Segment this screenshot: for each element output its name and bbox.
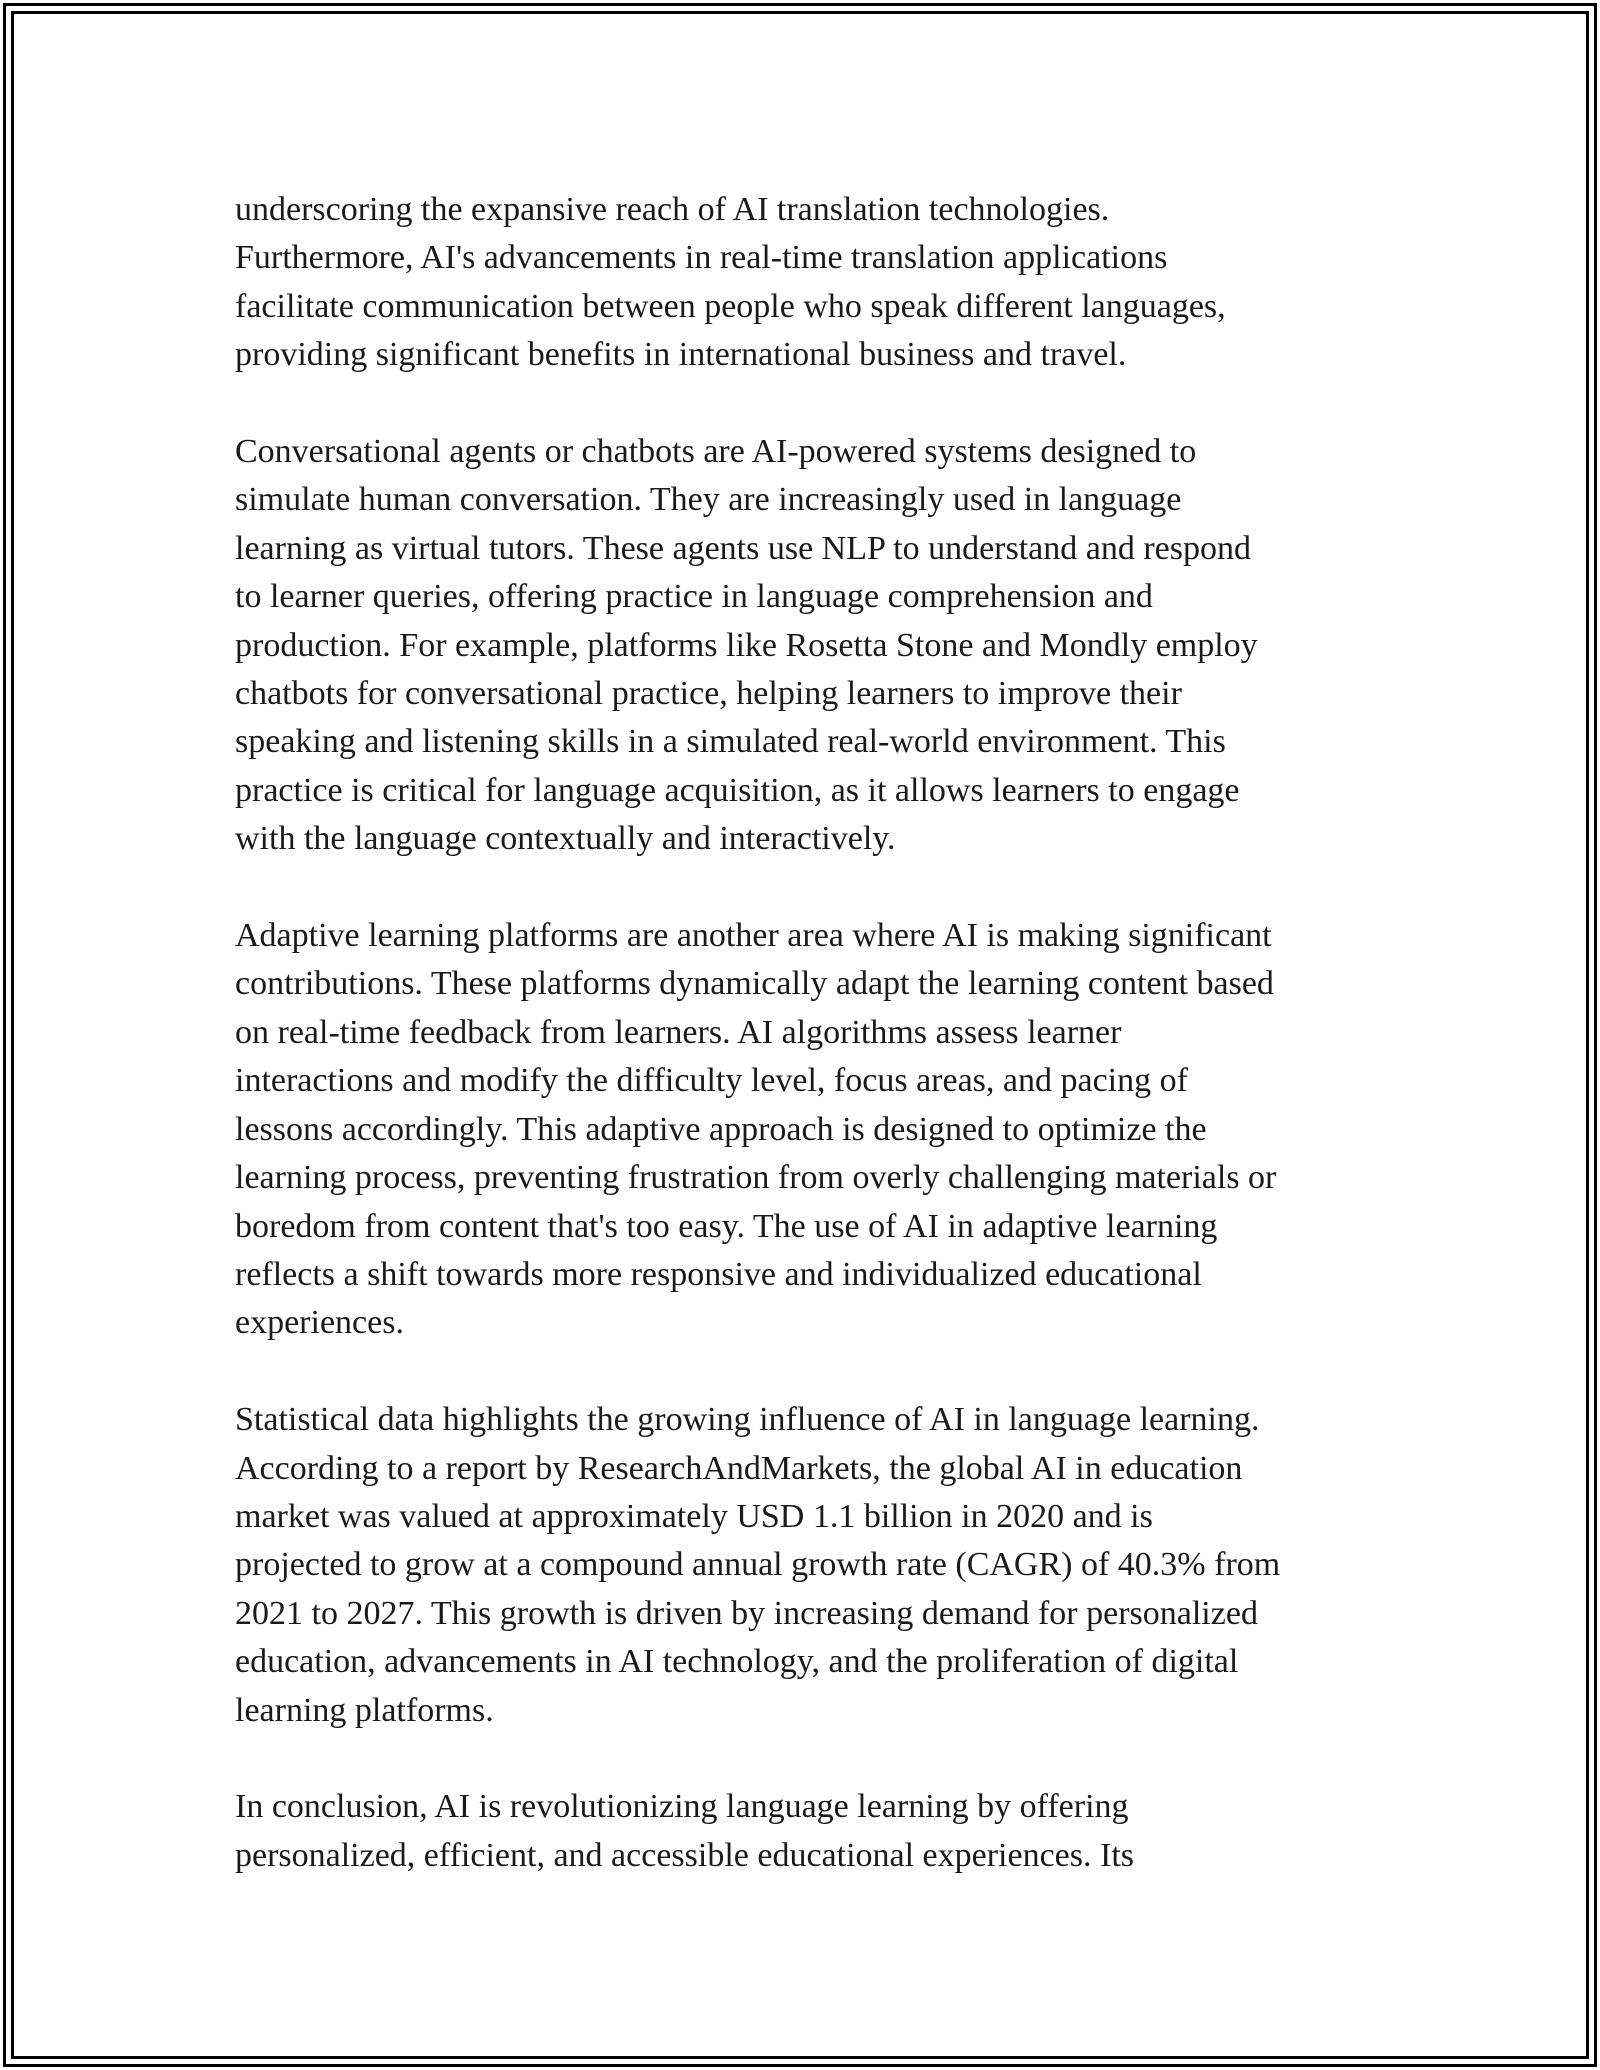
paragraph-adaptive-learning [235, 912, 1375, 1348]
text-line: chatbots for conversational practice, helping learners to improve their [235, 675, 1182, 713]
text-line: learning platforms. [235, 1691, 494, 1729]
text-line: on real-time feedback from learners. AI algorithms assess learner [235, 1013, 1122, 1051]
document-body [235, 186, 1375, 1880]
text-line: Conversational agents or chatbots are AI-powered systems designed to [235, 433, 1197, 471]
text-line: learning as virtual tutors. These agents use NLP to understand and respond [235, 529, 1251, 567]
text-line: providing significant benefits in international business and travel. [235, 336, 1127, 374]
paragraph-conclusion [235, 1783, 1375, 1880]
text-line: According to a report by ResearchAndMarkets, the global AI in education [235, 1449, 1243, 1487]
text-line: Statistical data highlights the growing influence of AI in language learning. [235, 1401, 1260, 1439]
text-line: speaking and listening skills in a simulated real-world environment. This [235, 723, 1226, 761]
text-line: experiences. [235, 1304, 404, 1342]
text-line: practice is critical for language acquisition, as it allows learners to engage [235, 771, 1240, 809]
text-line: production. For example, platforms like Rosetta Stone and Mondly employ [235, 626, 1258, 664]
text-line: Adaptive learning platforms are another area where AI is making significant [235, 917, 1272, 955]
text-line: underscoring the expansive reach of AI translation technologies. [235, 191, 1110, 228]
text-line: market was valued at approximately USD 1.1 billion in 2020 and is [235, 1497, 1153, 1535]
text-line: 2021 to 2027. This growth is driven by increasing demand for personalized [235, 1594, 1258, 1632]
text-line: interactions and modify the difficulty level, focus areas, and pacing of [235, 1062, 1188, 1100]
text-line: facilitate communication between people who speak different languages, [235, 287, 1226, 325]
text-line: Furthermore, AI's advancements in real-time translation applications [235, 239, 1168, 277]
paragraph-translation [235, 186, 1375, 380]
text-line: In conclusion, AI is revolutionizing language learning by offering [235, 1788, 1129, 1826]
text-line: to learner queries, offering practice in language comprehension and [235, 578, 1153, 616]
text-line: boredom from content that's too easy. The use of AI in adaptive learning [235, 1207, 1218, 1245]
paragraph-chatbots [235, 428, 1375, 864]
text-line: contributions. These platforms dynamically adapt the learning content based [235, 965, 1274, 1003]
text-line: lessons accordingly. This adaptive approach is designed to optimize the [235, 1110, 1207, 1148]
text-line: projected to grow at a compound annual growth rate (CAGR) of 40.3% from [235, 1546, 1281, 1584]
text-line: with the language contextually and interactively. [235, 820, 896, 858]
text-line: simulate human conversation. They are increasingly used in language [235, 481, 1182, 519]
paragraph-statistics [235, 1396, 1375, 1735]
text-line: reflects a shift towards more responsive and individualized educational [235, 1255, 1202, 1293]
text-line: learning process, preventing frustration from overly challenging materials or [235, 1159, 1277, 1197]
text-line: education, advancements in AI technology, and the proliferation of digital [235, 1643, 1239, 1681]
text-line: personalized, efficient, and accessible educational experiences. Its [235, 1836, 1135, 1874]
